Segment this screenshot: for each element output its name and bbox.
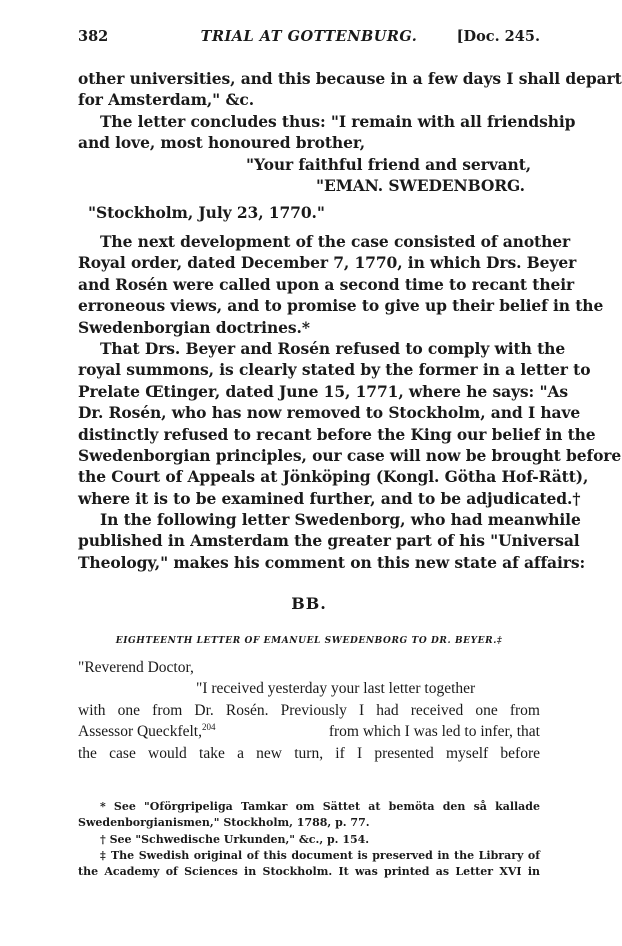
- text-line: distinctly refused to recant before the King our belief in the: [78, 424, 596, 444]
- text-line: royal summons, is clearly stated by the former in a letter to: [78, 360, 591, 380]
- text-line: [78, 721, 540, 742]
- text-fragment: Assessor Queckfelt,$^{204}$: [78, 722, 216, 741]
- footnote-reference: 204: [201, 722, 216, 733]
- text-line: Royal order, dated December 7, 1770, in which Drs. Beyer: [78, 253, 577, 273]
- running-title: TRIAL AT GOTTENBURG.: [200, 28, 418, 45]
- main-paragraphs: [78, 231, 622, 573]
- footnote: † See "Schwedische Urkunden," &c., p. 154.: [100, 832, 370, 846]
- text-line: the Court of Appeals at Jönköping (Kongl. Götha Hof-Rätt),: [78, 467, 589, 487]
- text-fragment: from which I was led to infer, that: [328, 723, 540, 741]
- text-line: and Rosén were called upon a second time to recant their: [78, 274, 575, 294]
- footnotes: [78, 799, 540, 880]
- footnote: * See "Oförgripeliga Tamkar om Sättet at bemöta den så kallade: [100, 800, 540, 813]
- footnote: Swedenborgianismen," Stockholm, 1788, p. 77.: [78, 816, 370, 830]
- letter-text: [78, 657, 540, 764]
- page-number: 382: [78, 28, 109, 45]
- text-line: In the following letter Swedenborg, who had meanwhile: [100, 510, 581, 530]
- text-line: other universities, and this because in a few days I shall depart: [78, 69, 622, 88]
- salutation: "Reverend Doctor,: [78, 659, 194, 676]
- text-line: the case would take a new turn, if I presented myself before: [78, 744, 540, 762]
- text-line: published in Amsterdam the greater part of his "Universal: [78, 531, 580, 551]
- footnote: ‡ The Swedish original of this document is preserved in the Library of: [100, 848, 540, 862]
- text-line: Swedenborgian principles, our case will now be brought before: [78, 445, 622, 465]
- section-heading: BB.: [291, 594, 327, 613]
- text-line: Prelate Œtinger, dated June 15, 1771, where he says: "As: [78, 381, 569, 401]
- letter-closing-passage: [78, 68, 622, 224]
- text-line: for Amsterdam," &c.: [78, 90, 254, 110]
- text-line: The letter concludes thus: "I remain with all friendship: [100, 111, 576, 131]
- page-header: [78, 28, 540, 48]
- signature-line: "EMAN. SWEDENBORG.: [316, 175, 525, 195]
- text-line: where it is to be examined further, and to be adjudicated.†: [78, 488, 581, 508]
- text-line: Dr. Rosén, who has now removed to Stockholm, and I have: [78, 403, 581, 423]
- text-line: The next development of the case consisted of another: [100, 232, 571, 251]
- text-line: That Drs. Beyer and Rosén refused to comply with the: [100, 338, 566, 358]
- section-reference: [Doc. 245.: [456, 28, 540, 45]
- text-line: "Your faithful friend and servant,: [246, 154, 532, 174]
- text-line: "I received yesterday your last letter together: [196, 680, 476, 698]
- text-line: and love, most honoured brother,: [78, 133, 366, 153]
- document-title: EIGHTEENTH LETTER OF EMANUEL SWEDENBORG TO DR. BEYER.‡: [115, 636, 503, 646]
- footnote: the Academy of Sciences in Stockholm. It was printed as Letter XVI in: [78, 865, 540, 879]
- text-line: Swedenborgian doctrines.*: [78, 317, 310, 337]
- text-line: erroneous views, and to promise to give up their belief in the: [78, 296, 604, 316]
- text-line: Theology," makes his comment on this new state af affairs:: [78, 552, 586, 572]
- dateline: "Stockholm, July 23, 1770.": [88, 203, 325, 223]
- text-line: with one from Dr. Rosén. Previously I had received one from: [78, 701, 540, 719]
